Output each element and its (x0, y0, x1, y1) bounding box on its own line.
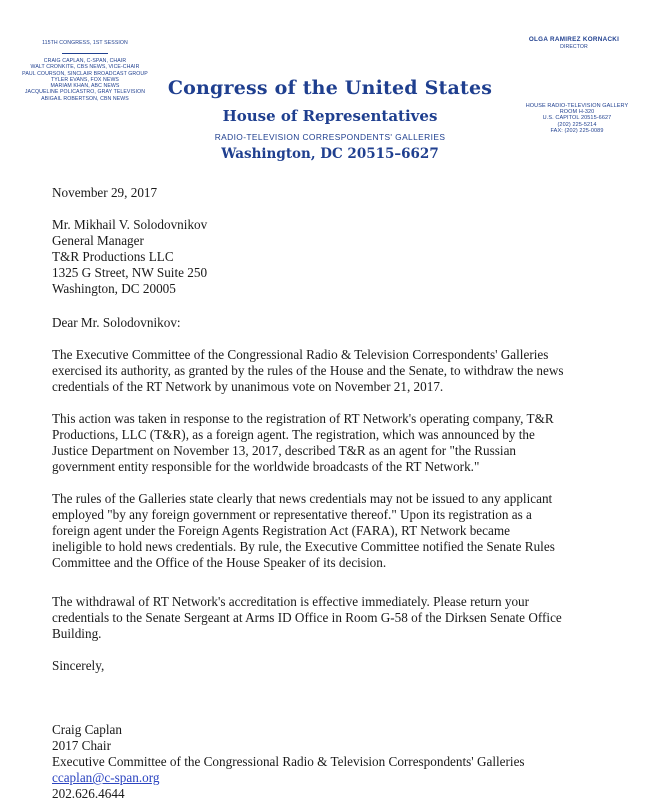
text-line: Building. (52, 626, 102, 641)
gallery-address (507, 103, 647, 134)
member-line: MARIAM KHAN, ABC NEWS (50, 83, 120, 90)
member-line: PAUL COURSON, SINCLAIR BROADCAST GROUP (22, 70, 148, 77)
text-line: credentials of the RT Network by unanimous vote on November 21, 2017. (52, 379, 444, 394)
divider (62, 53, 108, 54)
text-line: The withdrawal of RT Network's accreditation is effective immediately. Please return your (52, 594, 530, 609)
recipient-address (52, 217, 652, 297)
address-line: U.S. CAPITOL 20515-6627 (542, 115, 612, 122)
paragraph (52, 347, 652, 395)
letterhead-house: House of Representatives (222, 107, 438, 125)
recipient-line: General Manager (52, 233, 144, 248)
recipient-line: Mr. Mikhail V. Solodovnikov (52, 217, 208, 232)
director-block (499, 36, 649, 50)
text-line: The rules of the Galleries state clearly that news credentials may not be issued to any applicant (52, 491, 553, 506)
address-line: FAX: (202) 225-0089 (550, 127, 604, 134)
address-line: (202) 225-5214 (557, 121, 597, 128)
text-line: The Executive Committee of the Congressional Radio & Television Correspondents' Galleries (52, 347, 549, 362)
recipient-line: 1325 G Street, NW Suite 250 (52, 265, 208, 280)
letterhead-galleries: RADIO-TELEVISION CORRESPONDENTS' GALLERIES (214, 132, 446, 142)
address-line: HOUSE RADIO-TELEVISION GALLERY (525, 103, 629, 109)
paragraph (52, 411, 652, 475)
closing: Sincerely, (52, 658, 105, 673)
signature-block (52, 722, 652, 802)
member-line: ABIGAIL ROBERTSON, CBN NEWS (41, 95, 129, 102)
member-line: TYLER EVANS, FOX NEWS (50, 76, 119, 83)
director-name: OLGA RAMIREZ KORNACKI (528, 36, 620, 43)
text-line: government entity responsible for the worldwide broadcasts of the RT Network." (52, 459, 480, 474)
text-line: Justice Department on November 13, 2017, described T&R as an agent for "the Russian (52, 443, 517, 458)
letterhead-congress: Congress of the United States (167, 77, 493, 99)
director-title: DIRECTOR (560, 44, 588, 50)
paragraph (52, 594, 652, 642)
text-line: ineligible to hold news credentials. By rule, the Executive Committee notified the Senate Rules (52, 539, 555, 554)
text-line: employed "by any foreign government or representative thereof." Upon its registration as a (52, 507, 532, 522)
text-line: credentials to the Senate Sergeant at Arms ID Office in Room G-58 of the Dirksen Senate Office (52, 610, 562, 625)
text-line: Productions, LLC (T&R), as a foreign agent. The registration, which was announced by the (52, 427, 535, 442)
recipient-line: T&R Productions LLC (52, 249, 174, 264)
text-line: Committee and the Office of the House Speaker of its decision. (52, 555, 387, 570)
member-line: JACQUELINE POLICASTRO, GRAY TELEVISION (24, 89, 146, 96)
email-link[interactable]: ccaplan@c-span.org (52, 770, 160, 785)
salutation: Dear Mr. Solodovnikov: (52, 315, 181, 330)
signer-name: Craig Caplan (52, 722, 122, 737)
letter-date: November 29, 2017 (52, 185, 158, 200)
signer-phone: 202.626.4644 (52, 786, 125, 801)
member-line: WALT CRONKITE, CBS NEWS, VICE-CHAIR (30, 64, 140, 71)
committee-members (6, 58, 164, 102)
letterhead-city: Washington, DC 20515–6627 (221, 146, 439, 162)
member-line: CRAIG CAPLAN, C-SPAN, CHAIR (43, 58, 127, 64)
signer-org: Executive Committee of the Congressional Radio & Television Correspondents' Galleries (52, 754, 525, 769)
session-label: 115TH CONGRESS, 1ST SESSION (42, 40, 128, 46)
recipient-line: Washington, DC 20005 (52, 281, 176, 296)
signer-title: 2017 Chair (52, 738, 111, 753)
text-line: foreign agent under the Foreign Agents Registration Act (FARA), RT Network became (52, 523, 510, 538)
address-line: ROOM H-320 (559, 109, 595, 116)
text-line: This action was taken in response to the registration of RT Network's operating company, T&R (52, 411, 554, 426)
text-line: exercised its authority, as granted by the rules of the House and the Senate, to withdraw the news (52, 363, 564, 378)
paragraph (52, 491, 652, 571)
